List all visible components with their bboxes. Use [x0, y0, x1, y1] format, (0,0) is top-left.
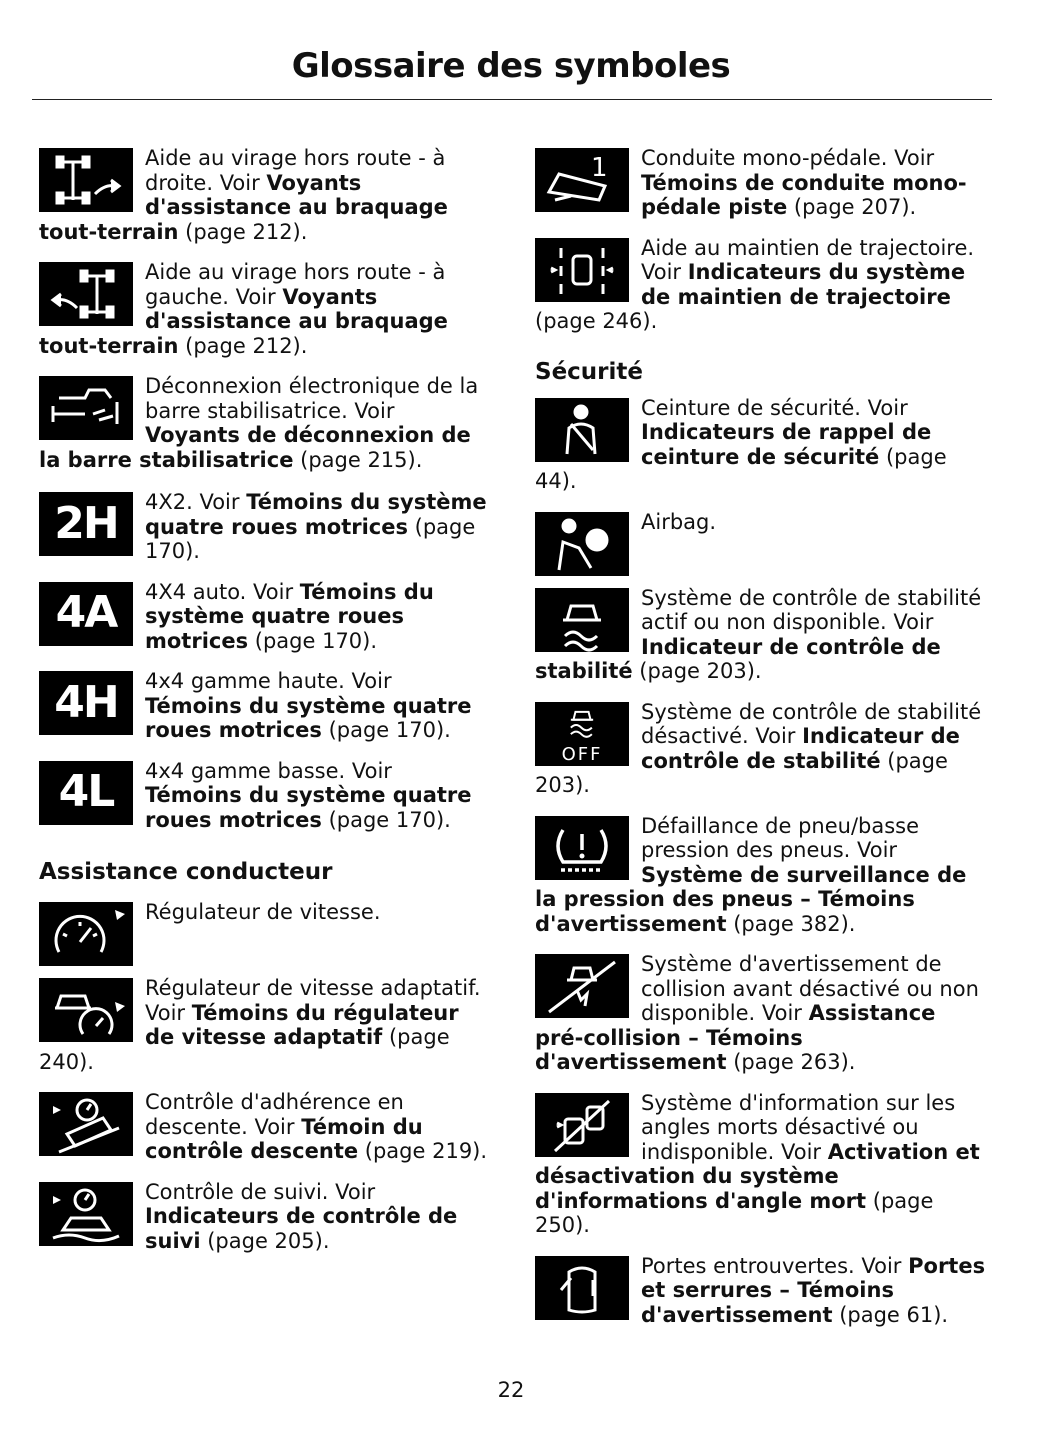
glossary-entry: [39, 146, 494, 244]
entry-suffix: (page 170).: [321, 807, 451, 832]
hill-descent-control-icon: [39, 1092, 133, 1156]
entry-suffix: (page 44).: [535, 444, 947, 493]
glossary-entry: [535, 1091, 990, 1238]
2h-icon: 2H: [39, 492, 133, 556]
entry-text: Contrôle d'adhérence en descente. Voir: [145, 1090, 404, 1139]
page-title: Glossaire des symboles: [291, 46, 731, 86]
entry-suffix: (page 61).: [832, 1302, 949, 1327]
glossary-entry: [39, 900, 494, 966]
lane-keeping-icon: [535, 238, 629, 302]
entry-text: Système de contrôle de stabilité désactivé. Voir: [641, 699, 982, 748]
entry-link[interactable]: Indicateurs de rappel de ceinture de sécurité: [641, 420, 932, 469]
stability-control-icon: [535, 588, 629, 652]
entry-text: Portes entrouvertes. Voir: [641, 1253, 909, 1278]
4a-icon: 4A: [39, 582, 133, 646]
one-pedal-drive-icon: [535, 148, 629, 212]
entry-text: 4X4 auto. Voir: [145, 579, 300, 604]
entry-text: Défaillance de pneu/basse pression des pneus. Voir: [641, 813, 920, 862]
glossary-entry: [39, 260, 494, 358]
entry-link[interactable]: Témoins du système quatre roues motrices: [145, 693, 472, 742]
left-column: [39, 146, 494, 1253]
glossary-entry: [535, 510, 990, 576]
glossary-entry: [39, 669, 494, 743]
off-road-turn-right-icon: [39, 148, 133, 212]
glossary-entry: [535, 396, 990, 494]
entry-suffix: (page 170).: [248, 628, 378, 653]
entry-suffix: (page 240).: [39, 1025, 450, 1074]
entry-text: Système d'information sur les angles morts désactivé ou indisponible. Voir: [641, 1090, 956, 1164]
glossary-entry: [39, 1180, 494, 1254]
blind-spot-off-icon: [535, 1093, 629, 1157]
glossary-entry: [535, 1254, 990, 1328]
entry-suffix: (page 219).: [358, 1139, 488, 1163]
glossary-entry: [535, 236, 990, 334]
right-column: [535, 146, 990, 1327]
entry-link[interactable]: Assistance pré-collision – Témoins d'avertissement: [535, 1001, 936, 1074]
entry-link[interactable]: Indicateur de contrôle de stabilité: [641, 724, 960, 773]
entry-text: 4x4 gamme basse. Voir: [145, 758, 392, 783]
entry-suffix: (page 212).: [178, 333, 308, 358]
adaptive-cruise-control-icon: [39, 978, 133, 1042]
stability-control-off-icon: OFF: [535, 702, 629, 766]
svg-text:1: 1: [591, 153, 608, 183]
trail-control-icon: [39, 1182, 133, 1246]
entry-link[interactable]: Indicateur de contrôle de stabilité: [535, 634, 941, 683]
entry-text: 4X2. Voir: [145, 490, 247, 514]
entry-suffix: (page 170).: [145, 514, 476, 563]
entry-suffix: (page 212).: [178, 219, 308, 244]
stabilizer-bar-disconnect-icon: [39, 376, 133, 440]
door-ajar-icon: [535, 1256, 629, 1320]
entry-suffix: (page 205).: [200, 1228, 330, 1253]
airbag-icon: [535, 512, 629, 576]
entry-text: Airbag.: [641, 509, 717, 534]
title-rule: [32, 99, 992, 100]
entry-link[interactable]: Témoins du régulateur de vitesse adaptatif: [145, 1000, 459, 1049]
entry-text: Aide au virage hors route - à droite. Voir: [145, 146, 446, 195]
entry-link[interactable]: Témoins du système quatre roues motrices: [145, 490, 487, 539]
entry-text: Régulateur de vitesse adaptatif. Voir: [145, 976, 481, 1025]
entry-link[interactable]: Témoins du système quatre roues motrices: [145, 579, 434, 653]
entry-suffix: (page 246).: [535, 309, 658, 333]
seat-belt-icon: [535, 398, 629, 462]
entry-suffix: (page 170).: [321, 718, 451, 742]
glossary-entry: [39, 490, 494, 564]
entry-suffix: (page 382).: [726, 911, 856, 936]
entry-suffix: (page 207).: [787, 195, 917, 219]
entry-suffix: (page 250).: [535, 1188, 934, 1237]
entry-link[interactable]: Témoins du système quatre roues motrices: [145, 783, 472, 832]
entry-text: Aide au maintien de trajectoire. Voir: [641, 235, 975, 284]
entry-text: Aide au virage hors route - à gauche. Voir: [145, 260, 446, 309]
glossary-entry: [39, 1090, 494, 1164]
entry-link[interactable]: Témoins de conduite mono-pédale piste: [641, 170, 967, 219]
glossary-entry: [39, 759, 494, 833]
entry-link[interactable]: Indicateurs du système de maintien de trajectoire: [641, 260, 966, 309]
entry-link[interactable]: Témoin du contrôle descente: [145, 1114, 423, 1163]
entry-link[interactable]: Voyants d'assistance au braquage tout-terrain: [39, 170, 448, 244]
page-number: 22: [497, 1378, 525, 1402]
entry-text: Ceinture de sécurité. Voir: [641, 395, 908, 420]
entry-text: Système d'avertissement de collision avant désactivé ou non disponible. Voir: [641, 952, 979, 1025]
entry-link[interactable]: Portes et serrures – Témoins d'avertissement: [641, 1253, 986, 1327]
tire-pressure-icon: [535, 816, 629, 880]
entry-text: Conduite mono-pédale. Voir: [641, 146, 935, 170]
entry-link[interactable]: Activation et désactivation du système d'informations d'angle mort: [535, 1139, 980, 1213]
glossary-entry: [535, 700, 990, 798]
entry-link[interactable]: Voyants de déconnexion de la barre stabilisatrice: [39, 423, 471, 472]
4h-icon: 4H: [39, 671, 133, 735]
section-title-driver-assist: Assistance conducteur: [39, 859, 333, 885]
glossary-entry: [535, 952, 990, 1075]
glossary-entry: [39, 580, 494, 654]
entry-text: Système de contrôle de stabilité actif ou non disponible. Voir: [641, 585, 982, 634]
entry-link[interactable]: Indicateurs de contrôle de suivi: [145, 1204, 458, 1253]
glossary-entry: [39, 374, 494, 472]
glossary-entry: [535, 814, 990, 937]
entry-text: Régulateur de vitesse.: [145, 900, 381, 924]
section-title-safety: Sécurité: [535, 358, 643, 385]
entry-text: 4x4 gamme haute. Voir: [145, 669, 392, 693]
entry-suffix: (page 203).: [535, 748, 948, 797]
entry-suffix: (page 215).: [293, 447, 423, 472]
entry-link[interactable]: Système de surveillance de la pression des pneus – Témoins d'avertissement: [535, 862, 967, 936]
entry-suffix: (page 203).: [632, 659, 762, 683]
off-road-turn-left-icon: [39, 262, 133, 326]
entry-suffix: (page 263).: [726, 1050, 856, 1074]
entry-text: Déconnexion électronique de la barre stabilisatrice. Voir: [145, 374, 479, 423]
glossary-entry: [535, 146, 990, 220]
entry-text: Contrôle de suivi. Voir: [145, 1179, 376, 1204]
glossary-entry: [39, 976, 494, 1074]
4l-icon: 4L: [39, 761, 133, 825]
glossary-entry: [535, 586, 990, 684]
entry-link[interactable]: Voyants d'assistance au braquage tout-terrain: [39, 284, 448, 358]
cruise-control-icon: [39, 902, 133, 966]
pre-collision-off-icon: [535, 954, 629, 1018]
